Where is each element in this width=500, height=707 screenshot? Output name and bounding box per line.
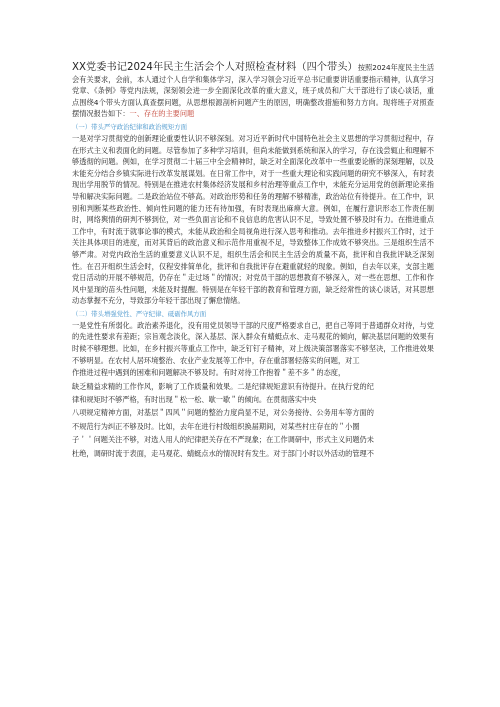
intro-text: 按照2024年度民主生活会有关要求，会前，本人通过个人自学和集体学习，深入学习领会习近平总书记重要讲话重要指示精神，认真学习党章、《条例》等党内法规，深刻领会进一步全面深化改革的重大意义，班子成员和广大干部进行了谈心谈话，重点围绕4个带头方面认真查摆问题，从思想根源剖析问题产生的原因，明确整改措施和努力方向。现将班子对照查摆情况报告如下： (72, 63, 435, 119)
wide-line-6: 子＇＇问题关注不够，对选人用人的纪律把关存在不严现象；在工作调研中，形式主义问题仍未 (72, 435, 374, 445)
intro-highlight: 一、存在的主要问题 (129, 109, 195, 119)
wide-line-2: 缺乏精益求精的工作作风，影响了工作质量和效果。二是纪律规矩意识有待提升。在执行党的纪 (72, 381, 374, 391)
section-1-text: 一是对学习贯彻党的创新理论重要性认识不够深刻。对习近平新时代中国特色社会主义思想的学习贯彻过程中，存在形式主义和表面化的问题。尽管参加了多种学习培训，但尚未能做到系统和深入的学习，存在浅尝辄止和理解不够透彻的问题。例如，在学习贯彻二十届三中全会精神时，缺乏对全面深化改革中一些重要论断的深刻理解，以及未能充分结合乡镇实际进行改革发展谋划。在日常工作中，对于一些重大理论和实践问题的研究不够深入，有时表现出学用脱节的情况。特别是在推进农村集体经济发展和乡村治理等重点工作中，未能充分运用党的创新理论来指导和解决实际问题。二是政治站位不够高。对政治形势和任务的理解不够精准，政治站位有待提升。在工作中，识别和判断某些政治性、倾向性问题的能力还有待加强，有时表现出麻痹大意。例如，在履行意识形态工作责任制时，网络舆情的研判不够到位，对一些负面言论和不良信息的危害认识不足，导致处置不够及时有力。在推进重点工作中，有时流于就事论事的模式，未能从政治和全局视角进行深入思考和推动。去年推进乡村振兴工作时，过于关注具体项目的进度，而对其背后的政治意义和示范作用重视不足，导致整体工作成效不够突出。三是组织生活不够严肃。对党内政治生活的重要意义认识不足，组织生活会和民主生活会的质量不高，批评和自我批评缺乏深刻性。在召开组织生活会时，仅程安排简单化，批评和自我批评存在避重就轻的现象。例如，自去年以来，支部主题党日活动的开展不够规范，仍存在＂走过场＂的情况；对党员干部的思想教育不够深入，对一些在思想、工作和作风中显现的苗头性问题，未能及时提醒。特别是在年轻干部的教育和管理方面，缺乏经常性的谈心谈话，对其思想动态掌握不充分，导致部分年轻干部出现了懈怠情绪。 (72, 133, 434, 306)
document-content (72, 62, 434, 460)
wide-line-3: 律和规矩时不够严格，有时出现＂松一松、歇一歇＂的倾向。在贯彻落实中央 (72, 395, 317, 405)
wide-line-1: 作推进过程中遇到的困难和问题解决不够及时。有时对待工作抱着＂差不多＂的态度， (72, 368, 346, 378)
title-paragraph (72, 62, 434, 120)
section-2-heading: （二）带头增强党性、严守纪律、砥砺作风方面 (72, 309, 207, 318)
document-title: XX党委书记2024年民主生活会个人对照检查材料（四个带头） (72, 62, 358, 73)
section-2-text: 一是党性有所弱化。政治素养退化，没有用党员领导干部的尺度严格要求自己，把自己等同于普通群众对待，与党的先进性要求有差距；宗旨观念淡化，深入基层、深入群众有蜻蜓点水、走马观花的倾向，解决基层问题的效果有时候不够理想。比如，在乡村振兴等重点工作中，缺乏钉钉子精神，对上级决策部署落实不够坚决，工作推进效果不够明显。在农村人居环境整治、农业产业发展等工作中，存在重部署轻落实的问题，对工 (72, 320, 434, 365)
wide-line-7: 杜绝，调研时流于表面，走马观花、蜻蜓点水的情况时有发生。对于部门小时以外活动的管理不 (72, 448, 374, 458)
wide-line-4: 八项规定精神方面，对基层＂四风＂问题的整治力度尚显不足，对公务接待、公务用车等方面的 (72, 408, 374, 418)
wide-line-5: 不规范行为纠正不够及时。比如，去年在进行村级组织换届期间，对某些村庄存在的＂小圈 (72, 421, 360, 431)
section-1-heading: （一）带头严守政治纪律和政治规矩方面 (72, 122, 188, 131)
